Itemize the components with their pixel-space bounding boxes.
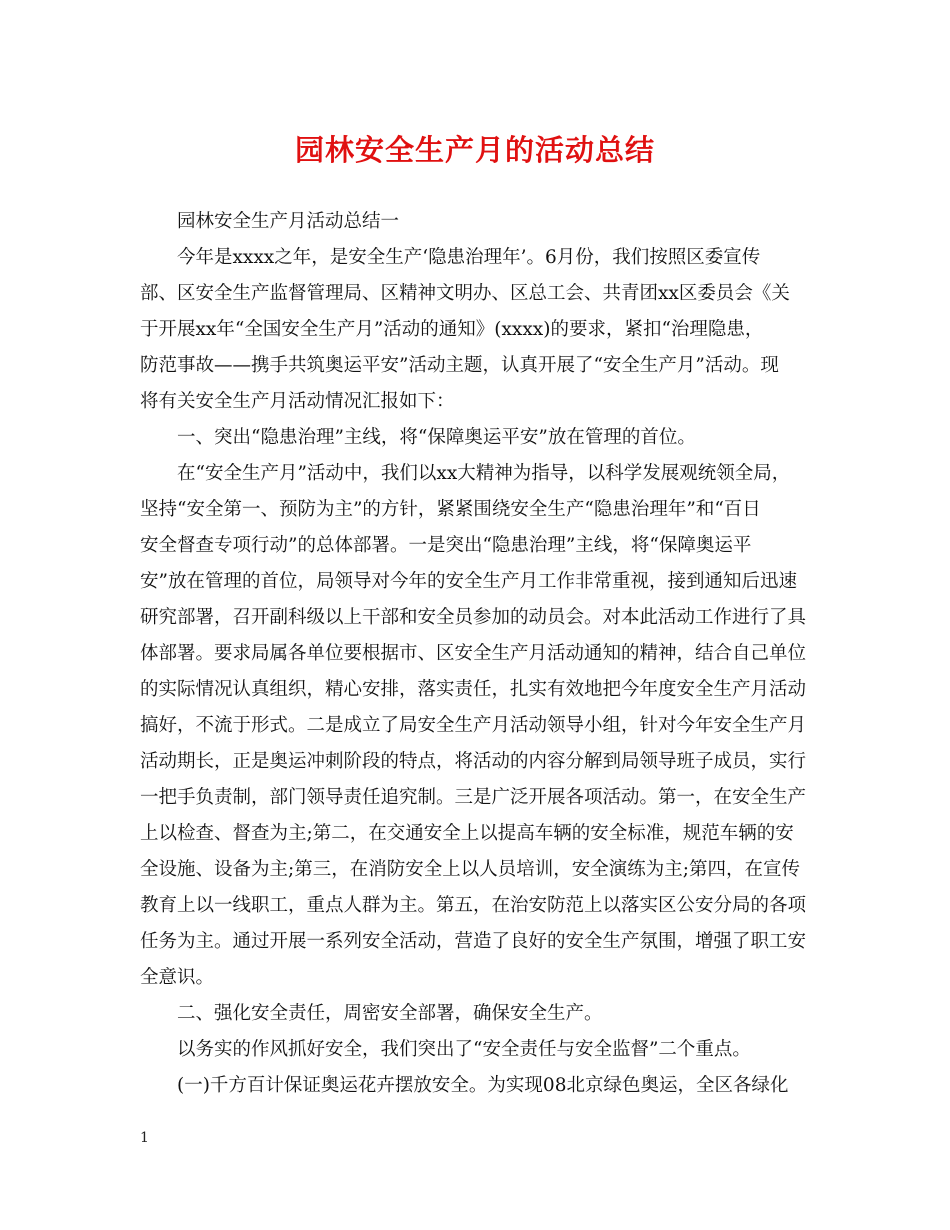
paragraph: [140, 420, 820, 456]
paragraph: [140, 1068, 820, 1104]
text-line: 部、区安全生产监督管理局、区精神文明办、区总工会、共青团xx区委员会《关: [140, 283, 790, 304]
text-line: 活动期长，正是奥运冲刺阶段的特点，将活动的内容分解到局领导班子成员，实行: [140, 751, 807, 772]
text-line: 坚持“安全第一、预防为主”的方针，紧紧围绕安全生产“隐患治理年”和“百日: [140, 499, 761, 520]
text-line: 防范事故——携手共筑奥运平安”活动主题，认真开展了“安全生产月”活动。现: [140, 355, 779, 376]
text-line: 全意识。: [140, 967, 215, 988]
text-line: 在“安全生产月”活动中，我们以xx大精神为指导，以科学发展观统领全局，: [177, 463, 791, 484]
paragraph: [140, 1032, 820, 1068]
document-body: [140, 204, 820, 1104]
text-line: (一)千方百计保证奥运花卉摆放安全。为实现08北京绿色奥运，全区各绿化: [177, 1075, 789, 1096]
text-line: 的实际情况认真组织，精心安排，落实责任，扎实有效地把今年度安全生产月活动: [140, 679, 807, 700]
text-line: 以务实的作风抓好安全，我们突出了“安全责任与安全监督”二个重点。: [177, 1039, 751, 1060]
document-title: 园林安全生产月的活动总结: [294, 133, 655, 167]
paragraph: [140, 996, 820, 1032]
text-line: 研究部署，召开副科级以上干部和安全员参加的动员会。对本此活动工作进行了具: [140, 607, 807, 628]
text-line: 安”放在管理的首位，局领导对今年的安全生产月工作非常重视，接到通知后迅速: [140, 571, 797, 592]
text-line: 于开展xx年“全国安全生产月”活动的通知》(xxxx)的要求，紧扣“治理隐患，: [140, 319, 764, 340]
text-line: 搞好，不流于形式。二是成立了局安全生产月活动领导小组，针对今年安全生产月: [140, 715, 807, 736]
text-line: 任务为主。通过开展一系列安全活动，营造了良好的安全生产氛围，增强了职工安: [140, 931, 807, 952]
paragraph: [140, 456, 820, 996]
page-number: 1: [140, 1130, 149, 1146]
text-line: 一把手负责制，部门领导责任追究制。三是广泛开展各项活动。第一，在安全生产: [140, 787, 807, 808]
text-line: 体部署。要求局属各单位要根据市、区安全生产月活动通知的精神，结合自己单位: [140, 643, 807, 664]
paragraph: [140, 240, 820, 420]
text-line: 全设施、设备为主;第三，在消防安全上以人员培训，安全演练为主;第四，在宣传: [140, 859, 800, 880]
text-line: 教育上以一线职工，重点人群为主。第五，在治安防范上以落实区公安分局的各项: [140, 895, 807, 916]
paragraph: [140, 204, 820, 240]
section-heading: 一、突出“隐患治理”主线，将“保障奥运平安”放在管理的首位。: [177, 427, 696, 448]
text-line: 安全督查专项行动”的总体部署。一是突出“隐患治理”主线，将“保障奥运平: [140, 535, 752, 556]
text-line: 上以检查、督查为主;第二，在交通安全上以提高车辆的安全标准，规范车辆的安: [140, 823, 794, 844]
text-line: 园林安全生产月活动总结一: [177, 211, 400, 232]
section-heading: 二、强化安全责任，周密安全部署，确保安全生产。: [177, 1003, 603, 1024]
text-line: 今年是xxxx之年，是安全生产‘隐患治理年’。6月份，我们按照区委宣传: [177, 247, 761, 268]
text-line: 将有关安全生产月活动情况汇报如下：: [140, 391, 455, 412]
